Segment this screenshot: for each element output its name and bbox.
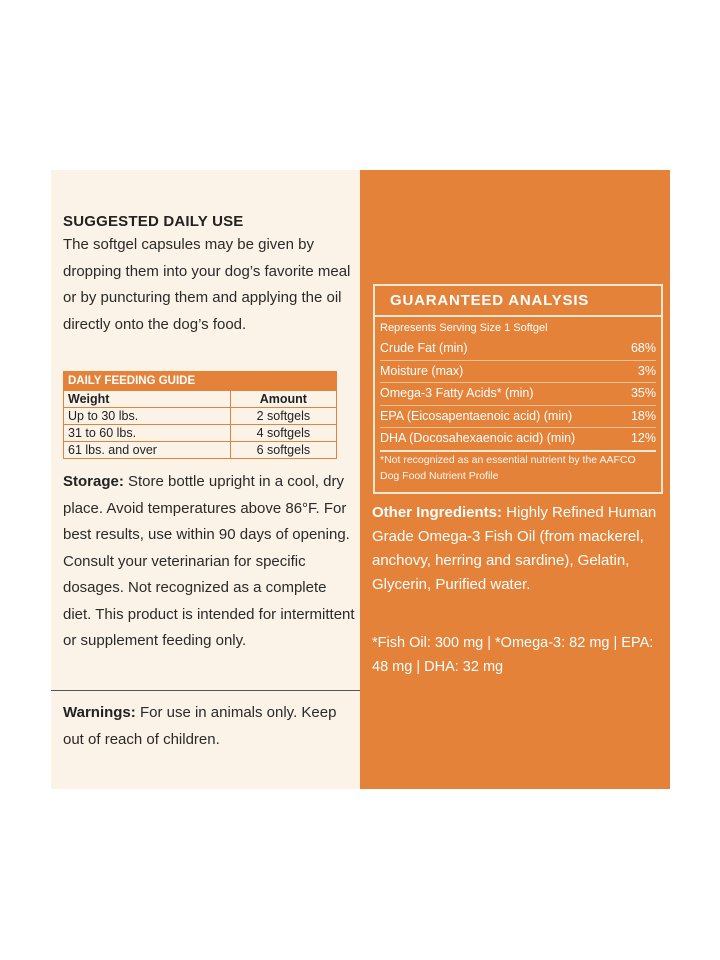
amount-cell: 4 softgels	[230, 425, 336, 442]
nutrient-name: Crude Fat (min)	[380, 341, 468, 355]
suggested-use-heading: SUGGESTED DAILY USE	[63, 213, 244, 230]
nutrient-value: 3%	[637, 363, 656, 378]
weight-cell: 31 to 60 lbs.	[64, 425, 230, 442]
nutrient-value: 18%	[630, 408, 656, 423]
guaranteed-analysis-box	[373, 284, 663, 494]
other-ingredients-paragraph	[372, 501, 664, 597]
analysis-row	[380, 361, 656, 384]
weight-cell: 61 lbs. and over	[68, 443, 157, 457]
section-divider	[51, 690, 360, 691]
feeding-guide-table	[64, 391, 336, 458]
daily-feeding-guide	[63, 371, 337, 459]
nutrient-name: Moisture (max)	[380, 363, 464, 378]
nutrient-name: DHA (Docosahexaenoic acid) (min)	[380, 431, 576, 445]
analysis-row	[380, 428, 656, 452]
analysis-rows	[380, 338, 656, 452]
left-panel	[51, 170, 360, 789]
analysis-row	[380, 406, 656, 429]
analysis-row	[380, 338, 656, 361]
warnings-paragraph	[63, 700, 355, 753]
nutrient-name: Omega-3 Fatty Acids* (min)	[380, 386, 534, 400]
weight-header: Weight	[64, 391, 230, 408]
amount-header: Amount	[230, 391, 336, 408]
table-row	[64, 408, 336, 425]
feeding-guide-title: DAILY FEEDING GUIDE	[64, 372, 336, 391]
other-ingredients-label: Other Ingredients:	[372, 504, 503, 521]
warnings-text: For use in animals only. Keep out of reach of children.	[63, 704, 337, 748]
nutrient-name: EPA (Eicosapentaenoic acid) (min)	[380, 408, 573, 423]
serving-size-text: Represents Serving Size 1 Softgel	[380, 322, 548, 334]
nutrient-value: 12%	[630, 431, 656, 445]
storage-label: Storage:	[63, 473, 124, 490]
right-panel	[360, 170, 670, 789]
analysis-title: GUARANTEED ANALYSIS	[390, 292, 590, 309]
table-row	[64, 425, 336, 442]
analysis-footnote: *Not recognized as an essential nutrient by the AAFCO Dog Food Nutrient Profile	[380, 454, 636, 482]
storage-text: Store bottle upright in a cool, dry place. Avoid temperatures above 86°F. For best results, use within 90 days of opening. Consult your veterinarian for specific dosages. Not recognized as a complete diet. This product is intended for intermittent or supplement feeding only.	[63, 473, 355, 649]
analysis-row	[380, 383, 656, 406]
table-row	[64, 442, 336, 459]
nutrient-value: 35%	[630, 386, 656, 400]
nutrient-value: 68%	[630, 341, 656, 355]
fish-oil-breakdown: *Fish Oil: 300 mg | *Omega-3: 82 mg | EPA: 48 mg | DHA: 32 mg	[372, 635, 654, 675]
weight-cell: Up to 30 lbs.	[64, 408, 230, 425]
warnings-label: Warnings:	[63, 704, 136, 721]
storage-paragraph	[63, 469, 355, 655]
analysis-title-rule	[375, 315, 661, 317]
amount-cell: 6 softgels	[230, 442, 336, 459]
amount-cell: 2 softgels	[230, 408, 336, 425]
other-ingredients-text: Highly Refined Human Grade Omega-3 Fish Oil (from mackerel, anchovy, herring and sardine), Gelatin, Glycerin, Purified water.	[372, 504, 657, 593]
suggested-use-text: The softgel capsules may be given by dropping them into your dog’s favorite meal or by puncturing them and applying the oil directly onto the dog’s food.	[63, 236, 351, 333]
